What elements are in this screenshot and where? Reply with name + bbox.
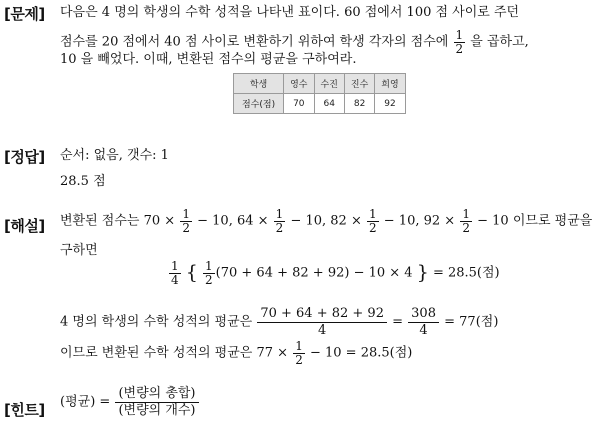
table-score-cell: 82 [344,94,374,114]
half-fraction [367,208,379,234]
table-score-cell: 92 [375,94,405,114]
fraction-numerator: 1 [275,207,284,221]
left-brace: { [185,261,198,284]
solution-tag: [해설] [4,217,45,235]
table-score-cell: 64 [314,94,344,114]
solution-term: 70 × [143,213,176,229]
solution-line-5-pre: 이므로 변환된 수학 성적의 평균은 77 × [60,345,289,361]
fraction-numerator: 1 [182,207,190,221]
solution-term: − 10, 82 × [290,213,362,229]
table-student-name: 수진 [314,74,344,94]
problem-line-1: 다음은 4 명의 학생의 수학 성적을 나타낸 표이다. 60 점에서 100 점 사이로 주던 [60,5,520,20]
fraction-numerator: 1 [295,339,303,353]
fraction-denominator: (변량의 개수) [118,402,196,418]
fraction-denominator: 4 [318,322,327,338]
answer-line-1: 순서: 없음, 갯수: 1 [60,148,169,163]
table-score-cell: 70 [284,94,314,114]
hint-tag: [힌트] [4,401,45,419]
fraction-denominator: 2 [462,220,470,235]
problem-line-2-post: 을 곱하고, [470,34,529,50]
equals-sign: = [392,314,404,330]
fraction-denominator: 2 [455,41,464,56]
fraction-numerator: 1 [462,207,470,221]
fraction-numerator: 1 [171,259,179,273]
half-fraction [293,340,305,366]
fraction-numerator: 1 [369,207,377,221]
solution-term: − 10, 64 × [197,213,269,229]
table-student-name: 희영 [375,74,405,94]
equation-inner: (70 + 64 + 82 + 92) − 10 × 4 [215,265,413,281]
hint-line [60,386,200,418]
table-student-name: 영수 [284,74,314,94]
problem-tag: [문제] [4,5,45,23]
fraction-denominator: 2 [295,352,303,367]
solution-intro-post: 이므로 평균을 [512,213,592,229]
half-fraction [274,208,286,234]
answer-tag: [정답] [4,148,45,166]
fraction-numerator: (변량의 총합) [115,386,198,403]
fraction-numerator: 1 [455,28,464,42]
solution-line-4-pre: 4 명의 학생의 수학 성적의 평균은 [60,314,253,330]
solution-term: − 10 [477,213,509,229]
fraction-denominator: 2 [182,220,190,235]
hint-fraction [115,386,198,418]
table-header-label: 학생 [234,74,284,94]
fraction-denominator: 4 [171,272,179,287]
right-brace: } [416,261,429,284]
solution-line-5 [60,340,412,366]
solution-intro-pre: 변환된 점수는 [60,213,140,229]
half-fraction [460,208,472,234]
solution-line-1 [60,208,592,234]
problem-line-3: 10 을 빼었다. 이때, 변환된 점수의 평균을 구하여라. [60,52,357,67]
problem-line-2-pre: 점수를 20 점에서 40 점 사이로 변환하기 위하여 학생 각자의 점수에 [60,34,449,50]
table-header-row [234,74,406,94]
half-fraction [203,260,215,286]
score-table [233,73,406,114]
half-fraction [454,29,466,55]
fraction-numerator: 1 [205,259,213,273]
fraction-numerator: 70 + 64 + 82 + 92 [257,306,387,323]
solution-line-2: 구하면 [60,243,98,258]
solution-line-4 [60,306,498,338]
equation-result: = 28.5(점) [432,265,500,281]
mean-result: = 77(점) [444,314,499,330]
solution-line-5-post: − 10 = 28.5(점) [309,345,413,361]
table-student-name: 진수 [344,74,374,94]
table-row-label: 점수(점) [234,94,284,114]
fraction-denominator: 2 [275,220,284,235]
answer-line-2: 28.5 점 [60,174,106,189]
mean-fraction [257,306,387,338]
fraction-denominator: 2 [205,272,213,287]
solution-term: − 10, 92 × [383,213,456,229]
hint-pre: (평균) = [60,394,111,410]
sum-fraction [408,306,439,338]
quarter-fraction [169,260,181,286]
half-fraction [180,208,192,234]
fraction-numerator: 308 [408,306,439,323]
solution-equation-1 [168,260,500,286]
table-score-row [234,94,406,114]
fraction-denominator: 4 [419,322,428,338]
fraction-denominator: 2 [369,220,377,235]
